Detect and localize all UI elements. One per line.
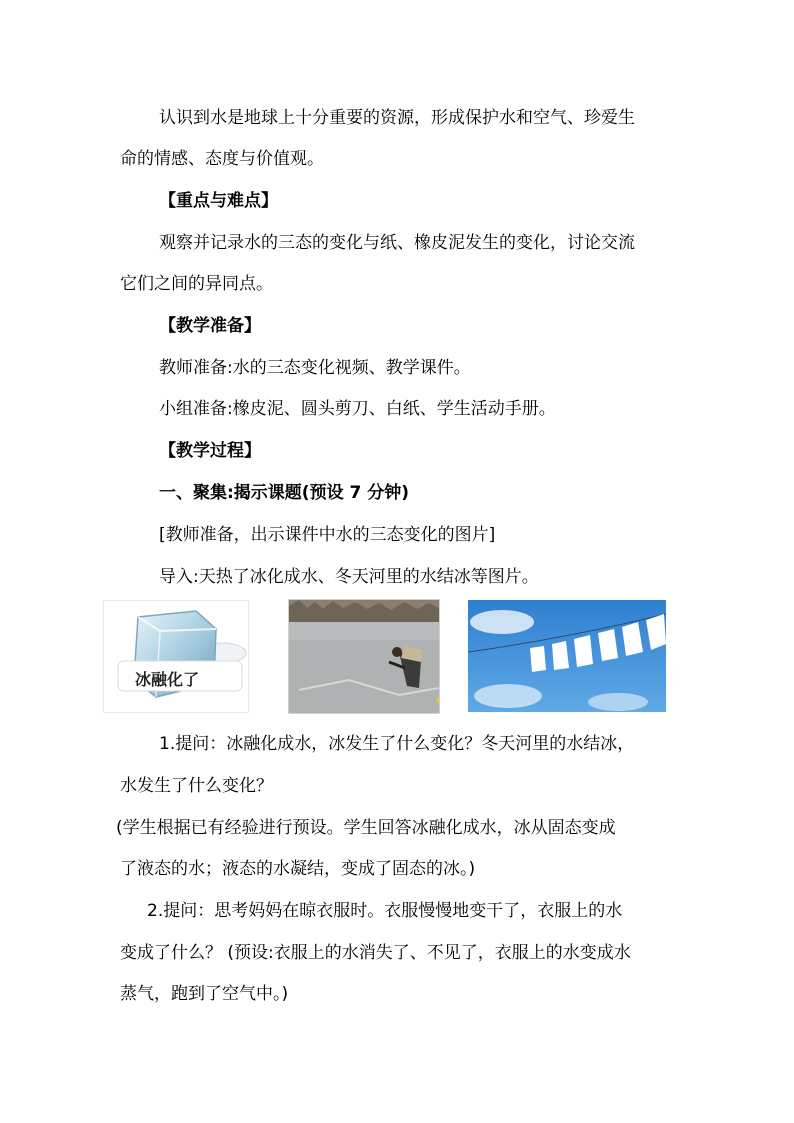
key-line-2: 它们之间的异同点。	[120, 274, 273, 294]
drying-clothes-image	[468, 600, 666, 712]
goal-line-2: 命的情感、态度与价值观。	[120, 149, 324, 169]
drying-clothes-photo	[468, 600, 666, 712]
group-preparation: 小组准备:橡皮泥、圆头剪刀、白纸、学生活动手册。	[159, 399, 556, 419]
teacher-preparation: 教师准备:水的三态变化视频、教学课件。	[159, 358, 471, 378]
answer-1-line-1: (学生根据已有经验进行预设。学生回答冰融化成水，冰从固态变成	[116, 818, 616, 838]
question-2-line-1: 2.提问：思考妈妈在晾衣服时。衣服慢慢地变干了，衣服上的水	[147, 901, 623, 921]
key-line-1: 观察并记录水的三态的变化与纸、橡皮泥发生的变化，讨论交流	[159, 233, 635, 253]
frozen-river-photo	[289, 600, 439, 713]
question-1-line-1: 1.提问：冰融化成水，冰发生了什么变化？冬天河里的水结冰，	[159, 734, 635, 754]
question-1-line-2: 水发生了什么变化？	[120, 776, 273, 796]
intro: 导入:天热了冰化成水、冬天河里的水结冰等图片。	[159, 567, 539, 587]
process-heading: 【教学过程】	[159, 441, 261, 461]
section-1-title: 一、聚集:揭示课题(预设 7 分钟)	[159, 483, 410, 503]
frozen-river-image	[288, 599, 440, 714]
teacher-note: [教师准备，出示课件中水的三态变化的图片]	[159, 525, 496, 545]
ice-melting-label: 冰融化了	[134, 670, 199, 689]
ice-cube-illustration	[104, 601, 248, 712]
question-2-line-2: 变成了什么？ (预设:衣服上的水消失了、不见了，衣服上的水变成水	[120, 943, 631, 963]
preparation-heading: 【教学准备】	[159, 316, 261, 336]
goal-line-1: 认识到水是地球上十分重要的资源，形成保护水和空气、珍爱生	[159, 108, 635, 128]
key-points-heading: 【重点与难点】	[159, 191, 278, 211]
question-2-line-3: 蒸气，跑到了空气中。)	[120, 984, 289, 1004]
ice-melting-image	[103, 600, 249, 713]
answer-1-line-2: 了液态的水；液态的水凝结，变成了固态的冰。)	[120, 859, 476, 879]
